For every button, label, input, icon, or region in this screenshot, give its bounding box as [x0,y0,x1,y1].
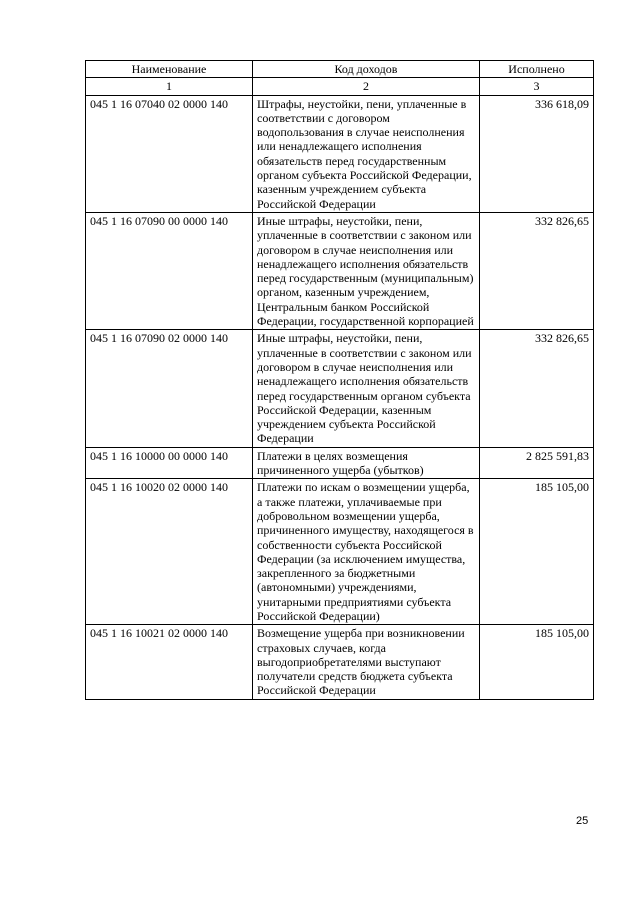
revenue-code: 045 1 16 07090 00 0000 140 [86,212,253,329]
revenue-code: 045 1 16 10020 02 0000 140 [86,479,253,625]
revenue-code: 045 1 16 10000 00 0000 140 [86,447,253,479]
column-number-2: 2 [253,78,480,95]
table-row [86,212,594,329]
executed-amount: 336 618,09 [480,95,594,212]
table-row [86,479,594,625]
revenue-name: Платежи по искам о возмещении ущерба, а также платежи, уплачиваемые при добровольном возмещении ущерба, причиненного имуществу, находящегося в собственности субъекта Российской Федерации (за исключением имущества, закрепленного за бюджетными (автономными) учреждениями, унитарными предприятиями субъекта Российской Федерации) [253,479,480,625]
revenue-name: Иные штрафы, неустойки, пени, уплаченные в соответствии с законом или договором в случае неисполнения или ненадлежащего исполнения обязательств перед государственным органом субъекта Российской Федерации, казенным учреждением субъекта Российской Федерации [253,330,480,447]
revenue-name: Платежи в целях возмещения причиненного ущерба (убытков) [253,447,480,479]
column-number-row [86,78,594,95]
executed-amount: 332 826,65 [480,212,594,329]
table-row [86,625,594,699]
revenue-name: Иные штрафы, неустойки, пени, уплаченные в соответствии с законом или договором в случае неисполнения или ненадлежащего исполнения обязательств перед государственным (муниципальным) органом, казенным учреждением, Центральным банком Российской Федерации, государственной корпорацией [253,212,480,329]
table-row [86,447,594,479]
executed-amount: 185 105,00 [480,479,594,625]
revenue-name: Штрафы, неустойки, пени, уплаченные в соответствии с договором водопользования в случае неисполнения или ненадлежащего исполнения обязательств перед государственным органом субъекта Российской Федерации, казенным учреждением субъекта Российской Федерации [253,95,480,212]
header-code: Код доходов [253,61,480,78]
column-number-1: 1 [86,78,253,95]
revenue-code: 045 1 16 10021 02 0000 140 [86,625,253,699]
executed-amount: 185 105,00 [480,625,594,699]
header-executed: Исполнено [480,61,594,78]
table-row [86,95,594,212]
page-number: 25 [576,815,589,827]
revenue-name: Возмещение ущерба при возникновении страховых случаев, когда выгодоприобретателями выступают получатели средств бюджета субъекта Российской Федерации [253,625,480,699]
revenue-table [85,60,594,700]
revenue-code: 045 1 16 07040 02 0000 140 [86,95,253,212]
executed-amount: 2 825 591,83 [480,447,594,479]
revenue-code: 045 1 16 07090 02 0000 140 [86,330,253,447]
header-name: Наименование [86,61,253,78]
table-row [86,330,594,447]
column-number-3: 3 [480,78,594,95]
executed-amount: 332 826,65 [480,330,594,447]
header-row [86,61,594,78]
